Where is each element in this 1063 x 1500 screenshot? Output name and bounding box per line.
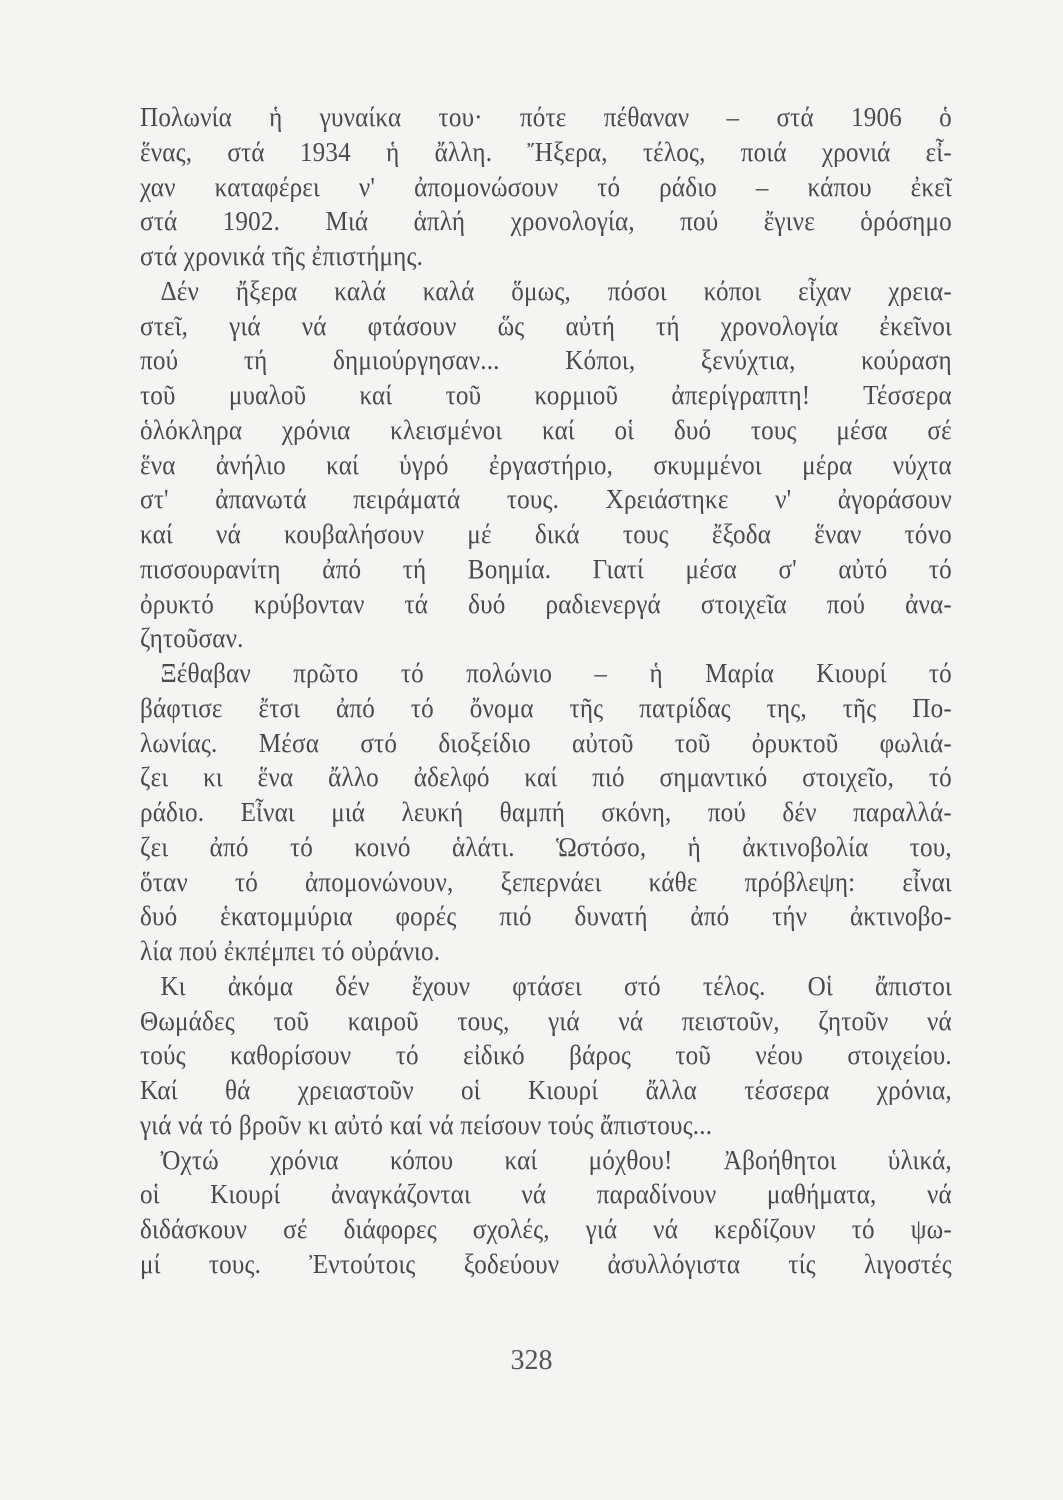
text-line: Καί θά χρειαστοῦν οἱ Κιουρί ἄλλα τέσσερα χρόνια,: [140, 1075, 952, 1105]
text-line: καί νά κουβαλήσουν μέ δικά τους ἔξοδα ἕναν τόνο: [140, 519, 952, 549]
text-line: ἕνα ἀνήλιο καί ὑγρό ἐργαστήριο, σκυμμένοι μέρα νύχτα: [140, 449, 952, 480]
text-line: βάφτισε ἔτσι ἀπό τό ὄνομα τῆς πατρίδας της, τῆς Πο-: [140, 692, 952, 723]
text-line: ζει κι ἕνα ἄλλο ἀδελφό καί πιό σημαντικό στοιχεῖο, τό: [140, 762, 952, 793]
text-line: Ὀχτώ χρόνια κόπου καί μόχθου! Ἀβοήθητοι ὑλικά,: [160, 1144, 952, 1175]
text-line: ὁλόκληρα χρόνια κλεισμένοι καί οἱ δυό τους μέσα σέ: [140, 414, 952, 445]
text-line: τούς καθορίσουν τό εἰδικό βάρος τοῦ νέου στοιχείου.: [140, 1040, 952, 1071]
paragraph: [140, 656, 952, 969]
text-line: στεῖ, γιά νά φτάσουν ὥς αὐτή τή χρονολογία ἐκεῖνοι: [140, 310, 952, 341]
text-line: Δέν ἤξερα καλά καλά ὅμως, πόσοι κόποι εἶχαν χρεια-: [160, 275, 952, 306]
text-line: λωνίας. Μέσα στό διοξείδιο αὐτοῦ τοῦ ὀρυκτοῦ φωλιά-: [140, 727, 952, 758]
text-line: ζητοῦσαν.: [140, 623, 244, 654]
text-line: ὀρυκτό κρύβονταν τά δυό ραδιενεργά στοιχεῖα πού ἀνα-: [140, 588, 952, 619]
text-line: Πολωνία ἡ γυναίκα του· πότε πέθαναν – στά 1906 ὁ: [140, 102, 952, 132]
page-number: 328: [510, 1345, 553, 1376]
text-line: ράδιο. Εἶναι μιά λευκή θαμπή σκόνη, πού δέν παραλλά-: [140, 797, 952, 827]
text-line: μί τους. Ἐντούτοις ξοδεύουν ἀσυλλόγιστα τίς λιγοστές: [140, 1248, 952, 1279]
text-line: στά 1902. Μιά ἁπλή χρονολογία, πού ἔγινε ὁρόσημο: [140, 206, 952, 237]
text-line: στ' ἀπανωτά πειράματά τους. Χρειάστηκε ν' ἀγοράσουν: [140, 484, 952, 515]
text-line: ἕνας, στά 1934 ἡ ἄλλη. Ἤξερα, τέλος, ποιά χρονιά εἶ-: [140, 136, 952, 167]
page-body-text: [140, 100, 952, 1282]
paragraph: [140, 100, 952, 274]
text-line: οἱ Κιουρί ἀναγκάζονται νά παραδίνουν μαθήματα, νά: [140, 1179, 952, 1210]
text-line: Θωμάδες τοῦ καιροῦ τους, γιά νά πειστοῦν, ζητοῦν νά: [140, 1005, 952, 1036]
text-line: Κι ἀκόμα δέν ἔχουν φτάσει στό τέλος. Οἱ ἄπιστοι: [160, 970, 952, 1001]
paragraph: [140, 969, 952, 1143]
text-line: χαν καταφέρει ν' ἀπομονώσουν τό ράδιο – κάπου ἐκεῖ: [140, 171, 952, 202]
text-line: λία πού ἐκπέμπει τό οὐράνιο.: [140, 936, 441, 966]
text-line: ὅταν τό ἀπομονώνουν, ξεπερνάει κάθε πρόβλεψη: εἶναι: [140, 866, 952, 897]
text-line: πισσουρανίτη ἀπό τή Βοημία. Γιατί μέσα σ' αὐτό τό: [140, 553, 952, 584]
text-line: στά χρονικά τῆς ἐπιστήμης.: [140, 241, 424, 271]
text-line: πού τή δημιούργησαν... Κόποι, ξενύχτια, κούραση: [140, 345, 952, 376]
text-line: ζει ἀπό τό κοινό ἁλάτι. Ὡστόσο, ἡ ἀκτινοβολία του,: [140, 831, 952, 862]
text-line: Ξέθαβαν πρῶτο τό πολώνιο – ἡ Μαρία Κιουρί τό: [160, 658, 952, 688]
paragraph: [140, 274, 952, 656]
paragraph: [140, 1143, 952, 1282]
text-line: διδάσκουν σέ διάφορες σχολές, γιά νά κερδίζουν τό ψω-: [140, 1214, 952, 1244]
text-line: τοῦ μυαλοῦ καί τοῦ κορμιοῦ ἀπερίγραπτη! Τέσσερα: [140, 380, 952, 410]
text-line: γιά νά τό βροῦν κι αὐτό καί νά πείσουν τούς ἄπιστους...: [140, 1109, 713, 1140]
text-line: δυό ἑκατομμύρια φορές πιό δυνατή ἀπό τήν ἀκτινοβο-: [140, 901, 952, 932]
